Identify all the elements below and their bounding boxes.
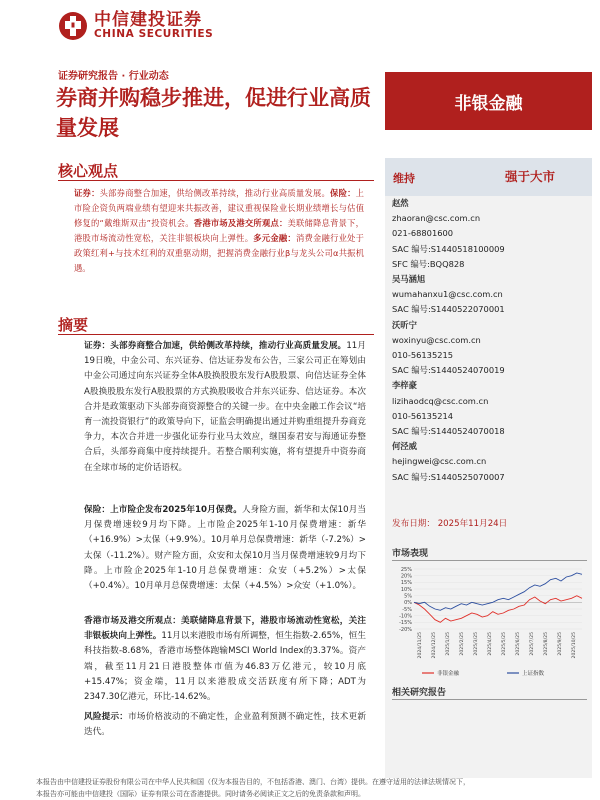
disclaimer-line: 本报告亦可能由中信建投（国际）证券有限公司在香港提供。同时请务必阅读正文之后的免责条款和声明。 <box>36 790 365 798</box>
brand-name-cn: 中信建投证券 <box>94 9 202 30</box>
rating-value: 强于大市 <box>505 169 556 184</box>
analyst-sac: SAC 编号:S1440524070018 <box>392 426 505 437</box>
analyst-sac: SAC 编号:S1440525070007 <box>392 471 505 482</box>
analyst-item <box>392 378 587 439</box>
brand-logo <box>58 11 213 41</box>
chart-x-tick-label: 2025/7/25 <box>530 632 535 656</box>
analyst-list <box>392 196 587 485</box>
key-points-para-1: 证券：头部券商整合加速，供给侧改革持续，推动行业高质量发展。保险：上市险企资负两端业绩有望迎来共振改善，建议重视保险业长期业绩增长与估值修复的“戴维斯双击”投资机会。香港市场及港交所观点：美联储降息背景下，港股市场流动性宽松，关注非银板块向上弹性。多元金融：消费金融行业处于政策红利+与技术红利的双重驱动期，把握消费金融行业β与龙头公司α共振机遇。 <box>74 188 364 274</box>
sector-label: 非银金融 <box>454 93 523 114</box>
chart-y-tick-label: -5% <box>402 606 412 613</box>
analyst-sac: SAC 编号:S1440522070001 <box>392 304 505 315</box>
publish-date: 发布日期： 2025年11月24日 <box>392 519 508 529</box>
analyst-email[interactable]: hejingwei@csc.com.cn <box>392 456 487 467</box>
related-reports-rule <box>392 699 587 700</box>
chart-y-tick-label: 20% <box>400 573 412 580</box>
analyst-name: 吴马涵旭 <box>392 274 426 285</box>
chart-x-tick-label: 2025/5/25 <box>502 632 507 656</box>
summary-title: 摘要 <box>58 316 89 334</box>
summary-para-hk-market: 香港市场及港交所观点：美联储降息背景下，港股市场流动性宽松，关注非银板块向上弹性。11月以来港股市场有所调整，恒生指数-2.65%，恒生科技指数-8.68%，香港市场整体跑输MSCI World Index的3.37%。资产端，截至11月21日港股整体市值为46.83万亿港元，较10月底+15.47%；资金端，11月以来港股成交活跃度有所下降；ADT为2347.30亿港元，环比-14.62%。 <box>84 616 366 703</box>
chart-x-tick-label: 2025/6/25 <box>516 632 521 656</box>
chart-legend-label: 非银金融 <box>437 670 460 677</box>
market-performance-title: 市场表现 <box>392 549 429 559</box>
analyst-name: 赵然 <box>392 198 409 208</box>
analyst-email[interactable]: wumahanxu1@csc.com.cn <box>392 289 503 300</box>
chart-x-tick-label: 2025/1/25 <box>446 632 451 656</box>
analyst-email[interactable]: woxinyu@csc.com.cn <box>392 334 481 345</box>
analyst-sac: SAC 编号:S1440524070019 <box>392 365 505 376</box>
analyst-email[interactable]: zhaoran@csc.com.cn <box>392 213 481 224</box>
analyst-item <box>392 196 587 272</box>
analyst-phone: 021-68801600 <box>392 228 454 239</box>
chart-x-tick-label: 2025/4/25 <box>488 632 493 656</box>
disclaimer-line: 本报告由中信建投证券股份有限公司在中华人民共和国（仅为本报告目的，不包括香港、澳门、台湾）提供。在遵守适用的法律法规情况下， <box>36 778 470 786</box>
chart-x-tick-label: 2025/10/25 <box>572 632 577 659</box>
market-performance-rule <box>392 560 587 561</box>
analyst-name: 沃昕宁 <box>392 319 417 330</box>
chart-y-tick-label: 15% <box>400 580 412 587</box>
chart-y-tick-label: -15% <box>399 620 412 627</box>
analyst-phone: 010-56135214 <box>392 410 454 421</box>
summary-para-risk: 风险提示：市场价格波动的不确定性，企业盈利预测不确定性，技术更新迭代。 <box>84 712 366 738</box>
chart-y-tick-label: 10% <box>400 586 412 593</box>
chart-y-tick-label: 25% <box>400 566 412 573</box>
brand-logo-icon <box>58 11 88 41</box>
analyst-name: 何泾威 <box>392 441 417 452</box>
analyst-sfc: SFC 编号:BQQ828 <box>392 258 465 269</box>
rating-action: 维持 <box>393 172 415 185</box>
analyst-item <box>392 439 587 485</box>
chart-x-tick-label: 2024/11/25 <box>418 632 423 659</box>
chart-y-tick-label: -20% <box>399 626 412 633</box>
sector-badge <box>385 72 592 130</box>
key-points-rule <box>58 180 374 181</box>
analyst-item <box>392 272 587 318</box>
chart-y-tick-label: -10% <box>399 613 412 620</box>
chart-y-tick-label: 0% <box>404 600 412 607</box>
related-reports-title: 相关研究报告 <box>392 688 447 698</box>
chart-x-tick-label: 2025/8/25 <box>544 632 549 656</box>
chart-legend-label: 上证指数 <box>522 670 545 677</box>
analyst-item <box>392 318 587 379</box>
chart-x-tick-label: 2024/12/25 <box>432 632 437 659</box>
rating-bar <box>385 158 592 196</box>
chart-x-tick-label: 2025/9/25 <box>558 632 563 656</box>
report-headline: 券商并购稳步推进，促进行业高质量发展 <box>56 86 371 140</box>
key-points-title: 核心观点 <box>58 162 119 180</box>
brand-name-en: CHINA SECURITIES <box>94 28 214 41</box>
analyst-phone: 010-56135215 <box>392 350 454 361</box>
report-type: 证券研究报告 · 行业动态 <box>58 71 169 82</box>
analyst-name: 李梓豪 <box>392 380 417 391</box>
analyst-sac: SAC 编号:S1440518100009 <box>392 243 505 254</box>
summary-rule <box>58 334 374 335</box>
chart-x-tick-label: 2025/2/25 <box>460 632 465 656</box>
disclaimer-footer <box>36 776 596 800</box>
chart-y-tick-label: 5% <box>404 593 412 600</box>
chart-x-tick-label: 2025/3/25 <box>474 632 479 656</box>
summary-para-insurance: 保险：上市险企发布2025年10月保费。人身险方面，新华和太保10月当月保费增速较9月均下降。上市险企2025年1-10月保费增速：新华（+16.9%）>太保（+9.9%）。10月单月总保费增速：新华（-7.2%）>太保（-11.2%）。财产险方面，众安和太保10月当月保费增速较9月均下降。上市险企2025年1-10月总保费增速：众安（+5.2%）>太保（+0.4%）。10月单月总保费增速：太保（+4.5%）>众安（+1.0%）。 <box>84 505 367 592</box>
analyst-email[interactable]: lizihaodcq@csc.com.cn <box>392 395 489 406</box>
chart-series-line <box>414 573 582 610</box>
market-performance-chart <box>392 565 587 680</box>
summary-para-securities: 证券：头部券商整合加速，供给侧改革持续，推动行业高质量发展。11月19日晚，中金公司、东兴证券、信达证券发布公告，三家公司正在筹划由中金公司通过向东兴证券全体A股换股股东发行A股股票、向信达证券全体A股换股股东发行A股股票的方式换股吸收合并东兴证券、信达证券。本次合并是政策驱动下头部券商资源整合的关键一步。在中央金融工作会议“培育一流投资银行”的政策导向下，证监会明确提出通过并购重组提升券商竞争力，本次合并进一步强化证券行业马太效应，继国泰君安与海通证券整合后，头部券商集中度持续提升。若整合顺利实施，将有望提升中资券商在全球市场的定价话语权。 <box>84 341 366 473</box>
